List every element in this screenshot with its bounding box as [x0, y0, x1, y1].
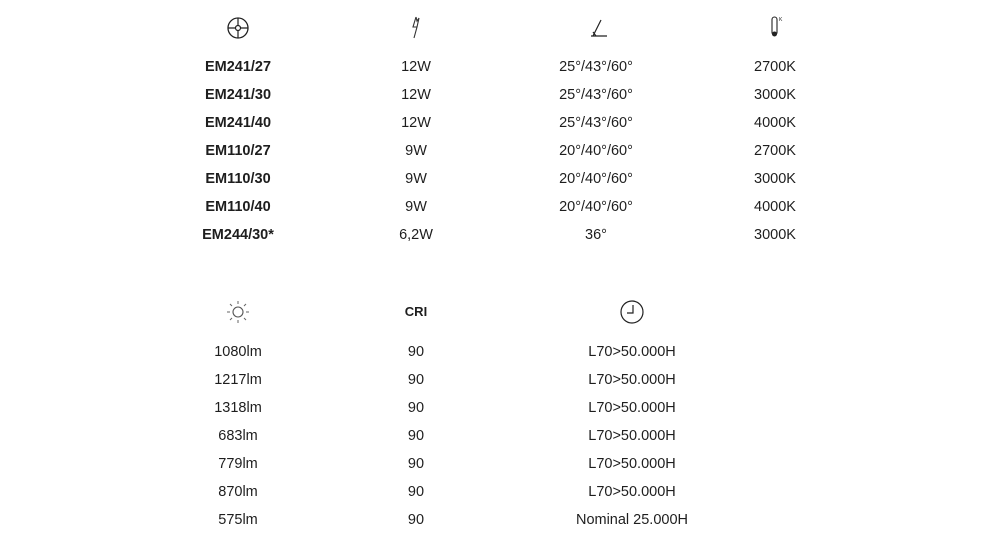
- cct-cell: 4000K: [754, 115, 796, 131]
- lumen-cell: 575lm: [218, 512, 258, 528]
- power-column: [326, 53, 506, 249]
- power-cell: 12W: [401, 115, 431, 131]
- color-temperature-icon: [760, 12, 790, 42]
- lifetime-cell: L70>50.000H: [588, 456, 676, 472]
- color-temperature-column: [685, 53, 865, 249]
- power-cell: 6,2W: [399, 227, 433, 243]
- cri-cell: 90: [407, 456, 425, 472]
- power-cell: 9W: [405, 143, 427, 159]
- model-cell: EM110/30: [205, 171, 271, 187]
- cct-cell: 3000K: [754, 87, 796, 103]
- model-cell: EM241/27: [204, 59, 272, 75]
- cri-cell: 90: [407, 484, 425, 500]
- lumen-cell: 779lm: [218, 456, 258, 472]
- cri-cell: 90: [407, 428, 425, 444]
- lumen-cell: 683lm: [218, 428, 258, 444]
- cct-cell: 3000K: [754, 171, 796, 187]
- lumen-column: [148, 338, 328, 534]
- angle-cell: 20°/40°/60°: [559, 199, 633, 215]
- cct-cell: 2700K: [754, 59, 796, 75]
- angle-cell: 25°/43°/60°: [559, 87, 633, 103]
- cct-cell: 4000K: [754, 199, 796, 215]
- power-cell: 9W: [405, 171, 427, 187]
- cct-cell: 2700K: [754, 143, 796, 159]
- cri-cell: 90: [407, 400, 425, 416]
- angle-cell: 20°/40°/60°: [559, 143, 633, 159]
- cri-cell: 90: [407, 512, 425, 528]
- svg-text:K: K: [779, 17, 783, 23]
- cri-cell: 90: [407, 344, 425, 360]
- model-cell: EM244/30*: [202, 227, 274, 243]
- lumen-cell: 1217lm: [214, 372, 262, 388]
- power-cell: 12W: [401, 59, 431, 75]
- beam-angle-icon: [581, 12, 611, 42]
- model-column: [148, 53, 328, 249]
- lifetime-cell: L70>50.000H: [588, 484, 676, 500]
- model-cell: EM110/40: [205, 199, 271, 215]
- cri-column: [326, 338, 506, 534]
- lifetime-cell: L70>50.000H: [588, 428, 676, 444]
- power-icon: [401, 12, 431, 42]
- lumen-cell: 1318lm: [214, 400, 262, 416]
- lumen-cell: 870lm: [218, 484, 258, 500]
- angle-cell: 36°: [585, 227, 607, 243]
- lifetime-cell: Nominal 25.000H: [575, 512, 689, 528]
- clock-icon: [617, 297, 647, 327]
- cri-label: CRI: [404, 304, 428, 319]
- angle-cell: 25°/43°/60°: [559, 59, 633, 75]
- power-cell: 12W: [401, 87, 431, 103]
- beam-angle-column: [506, 53, 686, 249]
- lifetime-cell: L70>50.000H: [588, 344, 676, 360]
- model-cell: EM241/30: [204, 87, 272, 103]
- cct-cell: 3000K: [754, 227, 796, 243]
- lumen-cell: 1080lm: [214, 344, 262, 360]
- model-cell: EM241/40: [204, 115, 272, 131]
- lifetime-cell: L70>50.000H: [588, 400, 676, 416]
- fixture-icon: [223, 13, 253, 43]
- angle-cell: 20°/40°/60°: [559, 171, 633, 187]
- cri-cell: 90: [407, 372, 425, 388]
- model-cell: EM110/27: [205, 143, 271, 159]
- lifetime-cell: L70>50.000H: [588, 372, 676, 388]
- lifetime-column: [542, 338, 722, 534]
- angle-cell: 25°/43°/60°: [559, 115, 633, 131]
- power-cell: 9W: [405, 199, 427, 215]
- lumen-icon: [223, 297, 253, 327]
